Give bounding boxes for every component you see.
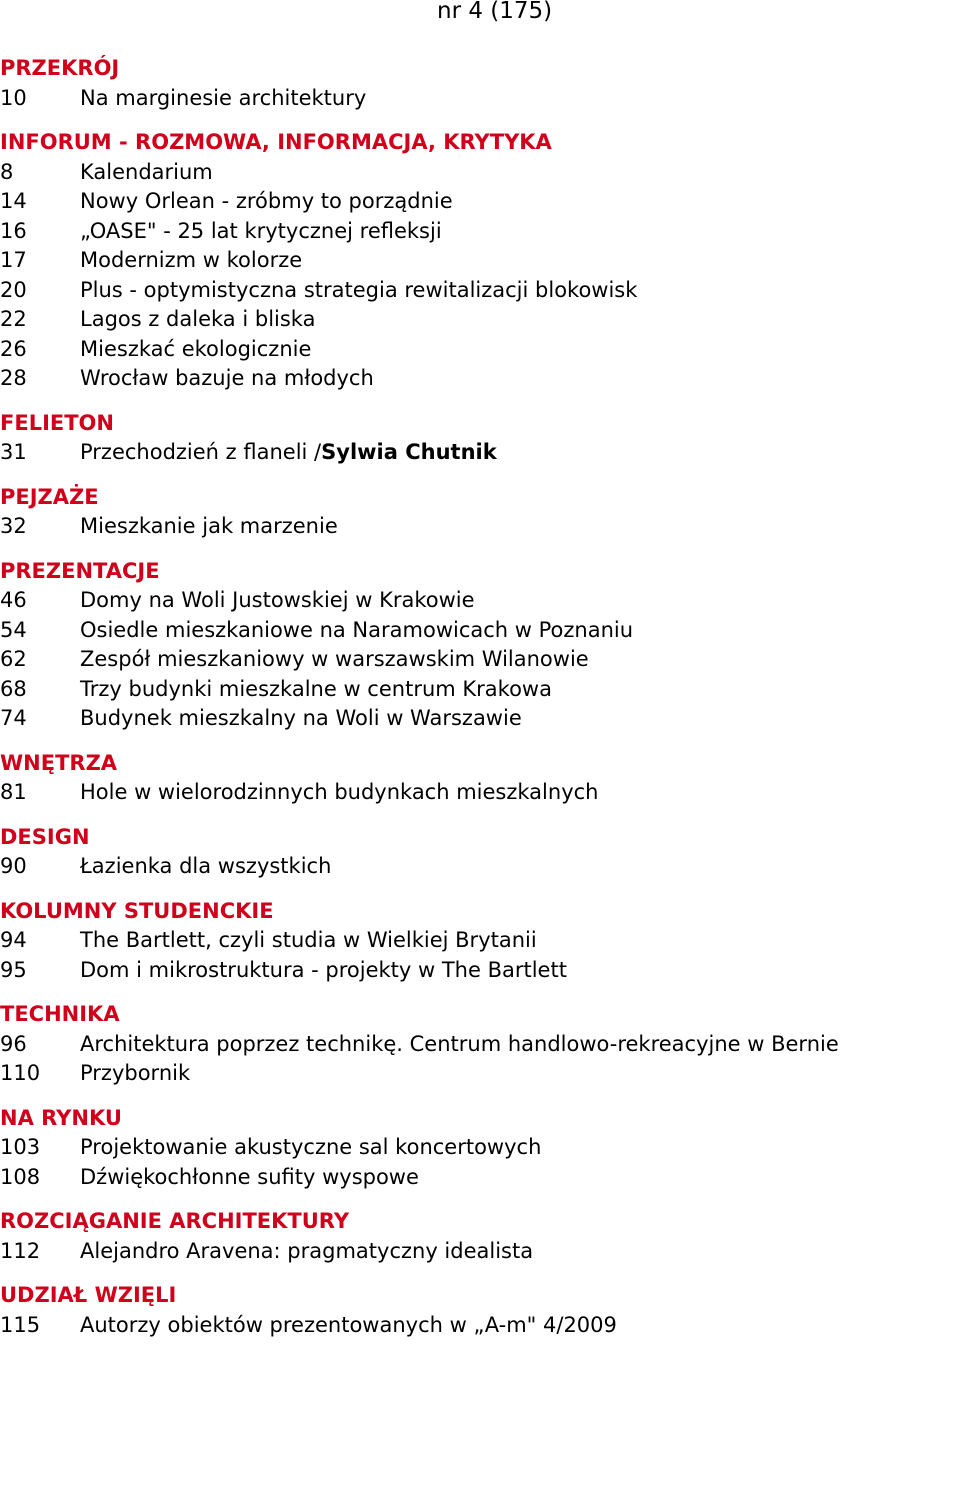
article-title: Zespół mieszkaniowy w warszawskim Wilanowie xyxy=(80,647,589,671)
toc-entry[interactable] xyxy=(0,1163,960,1193)
article-title: Plus - optymistyczna strategia rewitalizacji blokowisk xyxy=(80,277,638,302)
section-heading: NA RYNKU xyxy=(0,1105,122,1130)
page-number: 31 xyxy=(0,440,27,464)
section-heading: PEJZAŻE xyxy=(0,484,99,509)
toc-entry[interactable] xyxy=(0,778,960,808)
toc-entry[interactable] xyxy=(0,364,960,394)
toc-section xyxy=(0,557,960,734)
toc-entry[interactable] xyxy=(0,246,960,276)
article-title: Przybornik xyxy=(80,1061,191,1085)
toc-entry[interactable] xyxy=(0,852,960,882)
issue-number: nr 4 (175) xyxy=(437,0,553,24)
toc-entry[interactable] xyxy=(0,335,960,365)
article-title: Osiedle mieszkaniowe na Naramowicach w Poznaniu xyxy=(80,617,634,642)
toc-entry[interactable] xyxy=(0,187,960,217)
article-title: Dom i mikrostruktura - projekty w The Bartlett xyxy=(80,957,567,982)
toc-section xyxy=(0,483,960,542)
toc-entry[interactable] xyxy=(0,438,960,468)
page-number: 96 xyxy=(0,1031,27,1056)
toc-section xyxy=(0,1281,960,1340)
toc-entry[interactable] xyxy=(0,217,960,247)
page-number: 115 xyxy=(0,1312,41,1337)
page-number: 46 xyxy=(0,588,27,612)
article-title: Modernizm w kolorze xyxy=(80,248,303,272)
toc-entry[interactable] xyxy=(0,956,960,986)
toc-entry[interactable] xyxy=(0,158,960,188)
page-number: 54 xyxy=(0,617,27,642)
toc-entry[interactable] xyxy=(0,1311,960,1341)
toc-entry[interactable] xyxy=(0,512,960,542)
article-title: Przechodzień z flaneli / xyxy=(80,440,322,464)
article-title: Na marginesie architektury xyxy=(80,85,367,110)
toc-section xyxy=(0,409,960,468)
article-title: Łazienka dla wszystkich xyxy=(80,854,332,878)
toc-section xyxy=(0,1207,960,1266)
toc-entry[interactable] xyxy=(0,1059,960,1089)
toc-section xyxy=(0,897,960,986)
toc-entry[interactable] xyxy=(0,645,960,675)
page-number: 68 xyxy=(0,676,27,701)
section-heading: UDZIAŁ WZIĘLI xyxy=(0,1283,177,1307)
toc-section xyxy=(0,54,960,113)
article-title: Autorzy obiektów prezentowanych w „A-m" 4/2009 xyxy=(80,1312,617,1337)
article-title: Domy na Woli Justowskiej w Krakowie xyxy=(80,588,475,612)
page-number: 90 xyxy=(0,854,27,878)
page-number: 32 xyxy=(0,514,27,538)
page-number: 26 xyxy=(0,336,27,361)
section-heading: WNĘTRZA xyxy=(0,750,118,775)
page-number: 81 xyxy=(0,780,27,804)
table-of-contents xyxy=(0,54,960,1355)
section-heading: PREZENTACJE xyxy=(0,558,160,583)
section-heading: DESIGN xyxy=(0,824,90,849)
toc-entry[interactable] xyxy=(0,1237,960,1267)
article-title: Projektowanie akustyczne sal koncertowych xyxy=(80,1135,542,1159)
article-title: The Bartlett, czyli studia w Wielkiej Brytanii xyxy=(80,928,537,952)
toc-section xyxy=(0,749,960,808)
page-number: 112 xyxy=(0,1238,41,1263)
toc-entry[interactable] xyxy=(0,305,960,335)
article-title: Mieszkanie jak marzenie xyxy=(80,514,338,538)
page-number: 94 xyxy=(0,928,27,952)
article-title: Mieszkać ekologicznie xyxy=(80,336,312,361)
toc-entry[interactable] xyxy=(0,1133,960,1163)
article-title: Wrocław bazuje na młodych xyxy=(80,366,374,390)
page-number: 10 xyxy=(0,85,27,110)
article-title: Alejandro Aravena: pragmatyczny idealista xyxy=(80,1238,534,1263)
toc-entry[interactable] xyxy=(0,1030,960,1060)
section-heading: PRZEKRÓJ xyxy=(0,56,120,80)
article-title: Hole w wielorodzinnych budynkach mieszkalnych xyxy=(80,780,599,804)
toc-section xyxy=(0,823,960,882)
toc-entry[interactable] xyxy=(0,704,960,734)
page-number: 95 xyxy=(0,957,27,982)
page-number: 74 xyxy=(0,706,27,730)
page-number: 103 xyxy=(0,1135,41,1159)
article-title: Kalendarium xyxy=(80,159,213,184)
article-title: Architektura poprzez technikę. Centrum handlowo-rekreacyjne w Bernie xyxy=(80,1031,839,1056)
article-title: „OASE" - 25 lat krytycznej refleksji xyxy=(80,218,442,243)
page-number: 22 xyxy=(0,307,27,331)
section-heading: FELIETON xyxy=(0,410,114,435)
page-number: 20 xyxy=(0,277,27,302)
article-title: Dźwiękochłonne sufity wyspowe xyxy=(80,1164,419,1189)
section-heading: KOLUMNY STUDENCKIE xyxy=(0,898,274,923)
section-heading: TECHNIKA xyxy=(0,1002,120,1026)
page-number: 108 xyxy=(0,1164,41,1189)
article-title: Nowy Orlean - zróbmy to porządnie xyxy=(80,189,453,213)
toc-entry[interactable] xyxy=(0,84,960,114)
toc-entry[interactable] xyxy=(0,675,960,705)
page-number: 14 xyxy=(0,189,27,213)
article-title: Trzy budynki mieszkalne w centrum Krakowa xyxy=(80,676,552,701)
section-heading: INFORUM - ROZMOWA, INFORMACJA, KRYTYKA xyxy=(0,130,552,154)
toc-entry[interactable] xyxy=(0,616,960,646)
article-author: Sylwia Chutnik xyxy=(321,440,497,464)
toc-entry[interactable] xyxy=(0,926,960,956)
article-title: Lagos z daleka i bliska xyxy=(80,307,316,331)
toc-entry[interactable] xyxy=(0,586,960,616)
toc-section xyxy=(0,1000,960,1089)
page-number: 110 xyxy=(0,1061,41,1085)
section-heading: ROZCIĄGANIE ARCHITEKTURY xyxy=(0,1209,350,1233)
page-number: 8 xyxy=(0,159,14,184)
article-title: Budynek mieszkalny na Woli w Warszawie xyxy=(80,706,522,730)
page-number: 62 xyxy=(0,647,27,671)
page-number: 17 xyxy=(0,248,27,272)
page-number: 16 xyxy=(0,218,27,243)
toc-section xyxy=(0,1104,960,1193)
toc-section xyxy=(0,128,960,394)
toc-entry[interactable] xyxy=(0,276,960,306)
page-number: 28 xyxy=(0,366,27,390)
